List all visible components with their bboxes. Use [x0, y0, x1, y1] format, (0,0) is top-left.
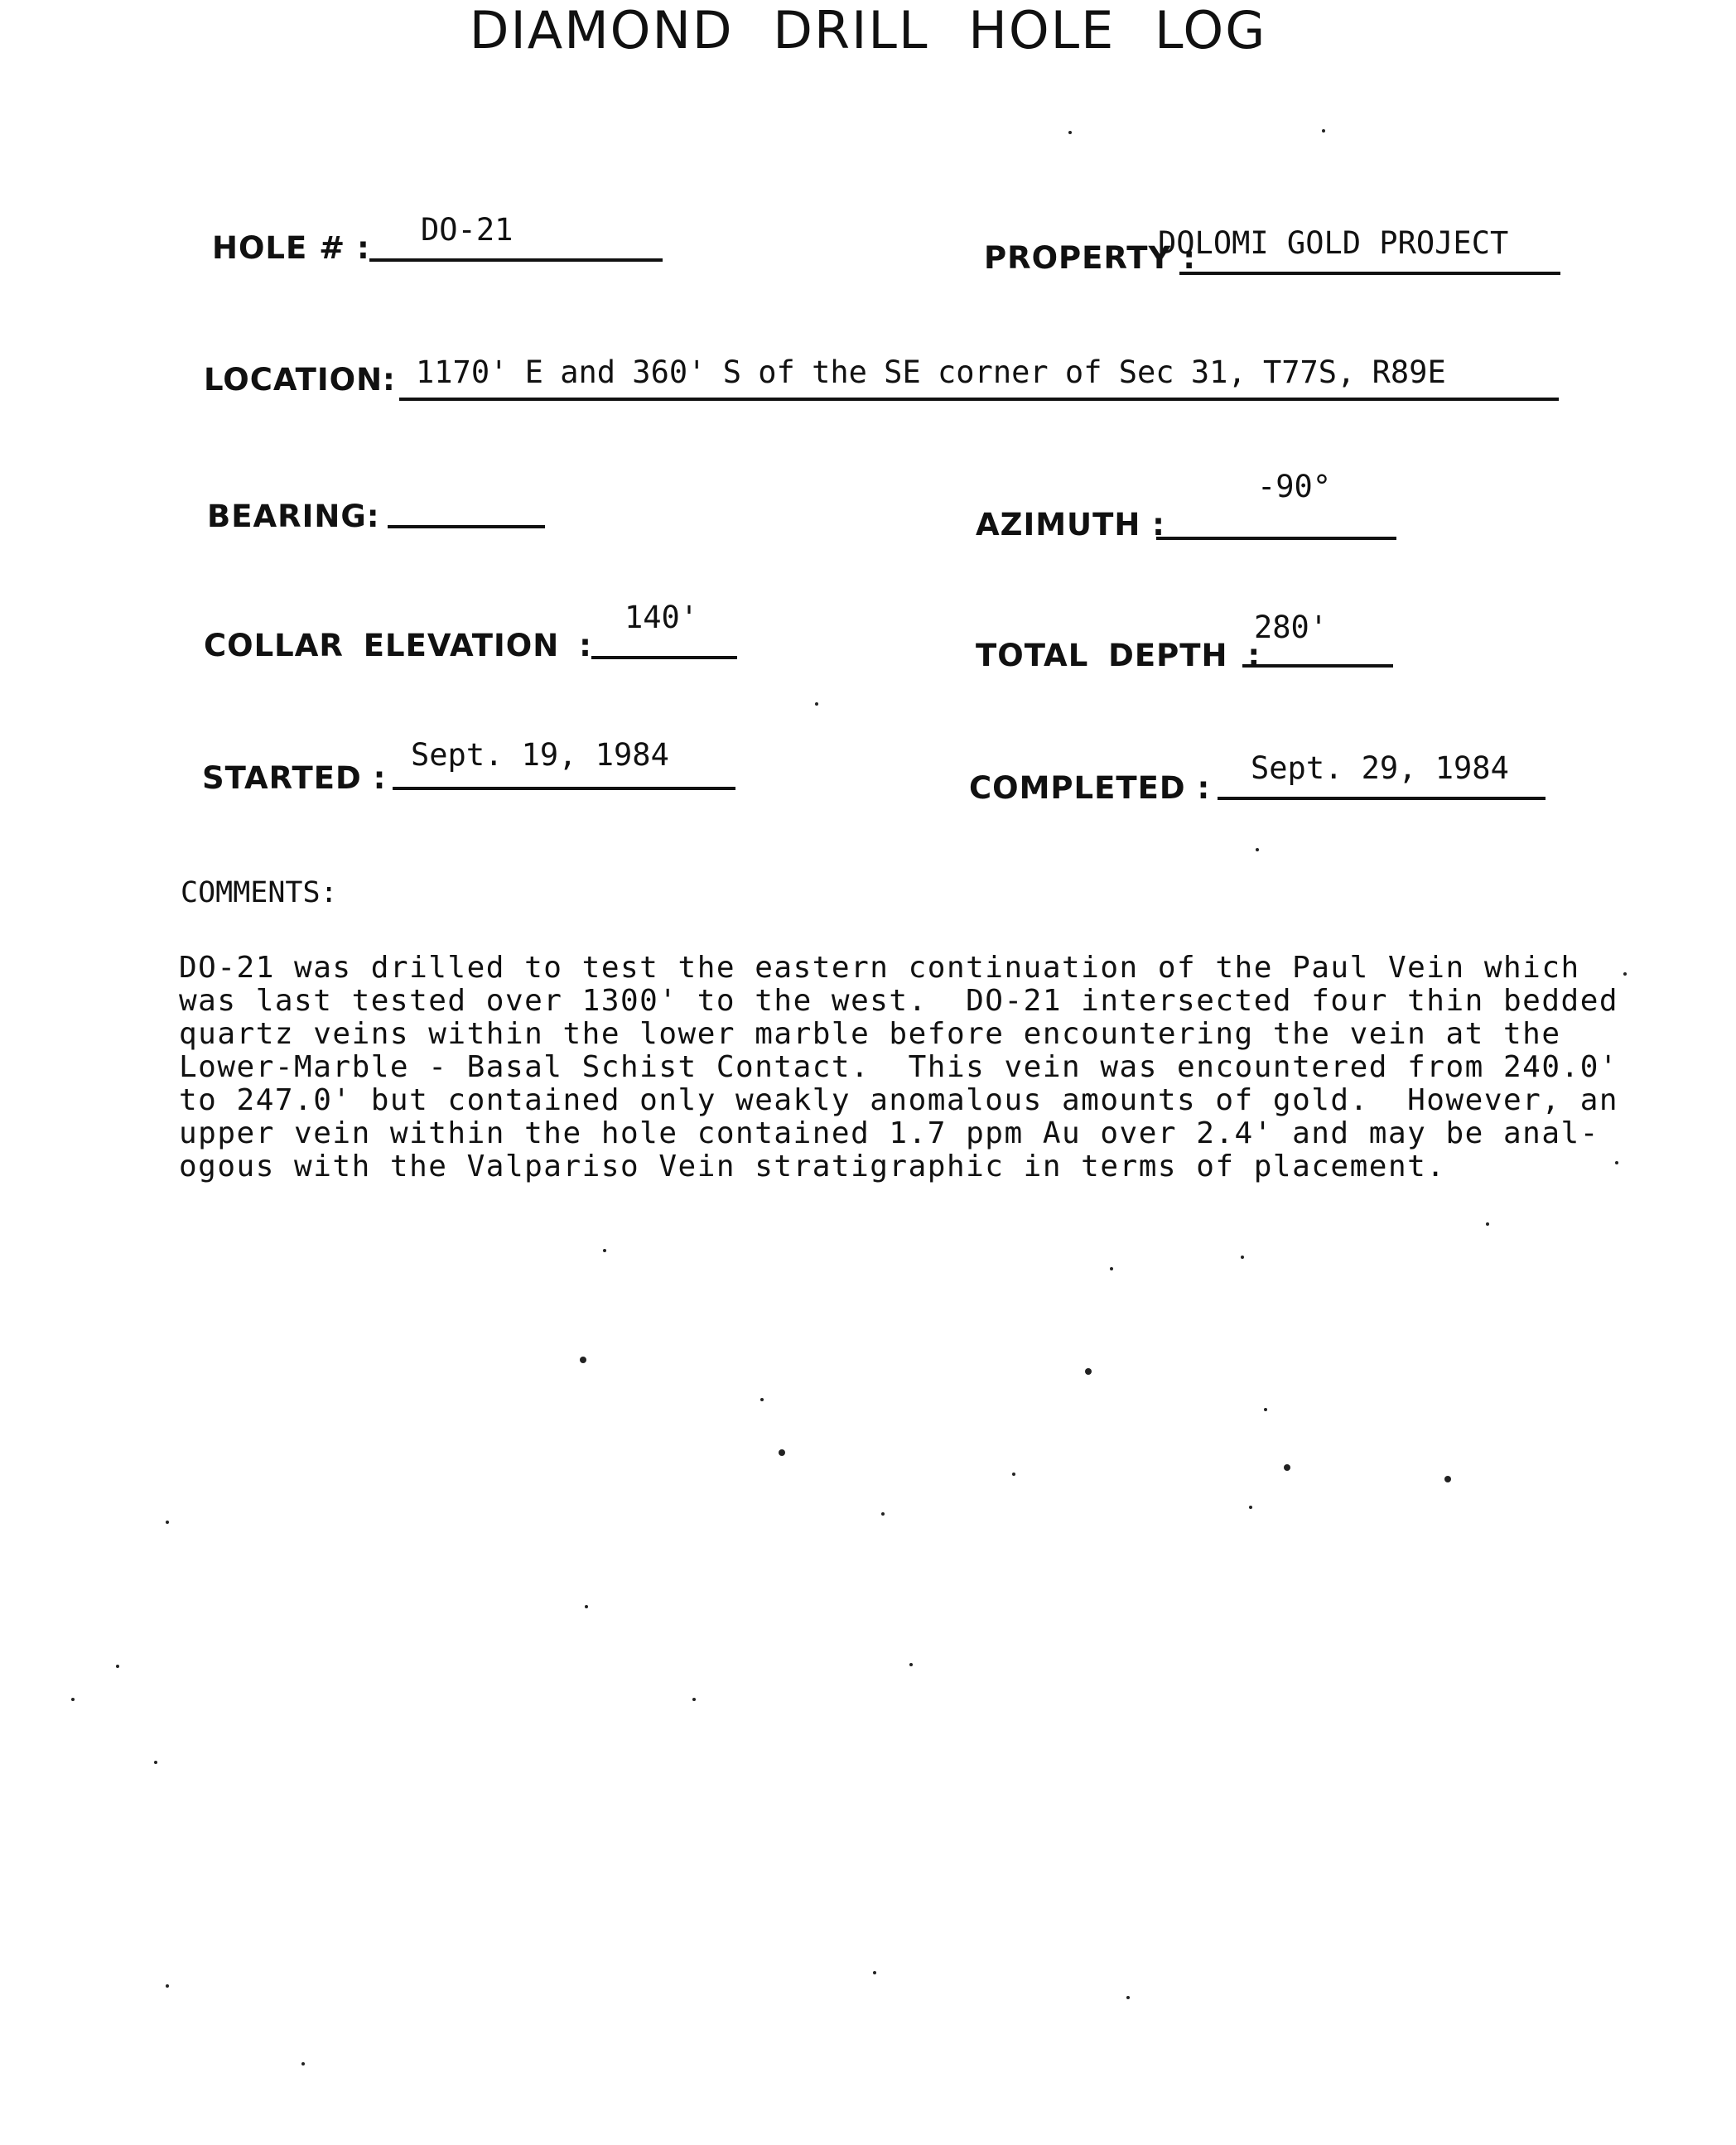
scan-speck [779, 1449, 785, 1456]
scan-speck [1256, 848, 1259, 851]
scan-speck [760, 1398, 764, 1401]
scan-speck [71, 1698, 75, 1701]
scan-speck [1623, 972, 1627, 976]
scan-speck [1284, 1464, 1290, 1471]
scan-speck [1486, 1222, 1489, 1226]
scan-speck [585, 1605, 588, 1608]
scan-speck [873, 1971, 876, 1974]
total-depth-label: TOTAL DEPTH : [976, 638, 1261, 673]
comment-line: DO-21 was drilled to test the eastern continuation of the Paul Vein which [179, 951, 1580, 985]
scan-speck [1085, 1368, 1092, 1375]
hole-value: DO-21 [421, 212, 514, 248]
scan-speck [1615, 1161, 1618, 1164]
scan-speck [1241, 1256, 1244, 1259]
azimuth-label: AZIMUTH : [976, 507, 1165, 542]
comment-line: upper vein within the hole contained 1.7 ppm Au over 2.4' and may be anal- [179, 1116, 1599, 1150]
started-value: Sept. 19, 1984 [411, 737, 669, 773]
location-value: 1170' E and 360' S of the SE corner of Sec 31, T77S, R89E [416, 354, 1446, 390]
completed-label: COMPLETED : [969, 770, 1211, 806]
scan-speck [166, 1984, 169, 1988]
scan-speck [1322, 129, 1325, 133]
location-label: LOCATION: [204, 362, 396, 398]
scan-speck [815, 702, 818, 706]
scan-speck [1068, 131, 1072, 134]
total-depth-underline [1242, 664, 1393, 668]
scan-speck [301, 2062, 305, 2065]
completed-value: Sept. 29, 1984 [1251, 750, 1509, 786]
scan-speck [603, 1249, 606, 1252]
hole-underline [369, 258, 663, 262]
azimuth-underline [1156, 537, 1396, 540]
document-title: DIAMOND DRILL HOLE LOG [469, 0, 1267, 60]
location-underline [399, 398, 1559, 401]
scan-speck [1264, 1408, 1267, 1411]
scan-speck [154, 1761, 157, 1764]
completed-underline [1218, 797, 1546, 800]
collar-elevation-underline [591, 656, 737, 659]
comment-line: Lower-Marble - Basal Schist Contact. This vein was encountered from 240.0' [179, 1050, 1619, 1084]
comments-label: COMMENTS: [181, 876, 338, 909]
scan-speck [116, 1665, 119, 1668]
property-value: DOLOMI GOLD PROJECT [1158, 225, 1509, 261]
scan-speck [1110, 1267, 1113, 1270]
bearing-underline [388, 525, 545, 528]
started-underline [393, 787, 735, 790]
scan-speck [1012, 1473, 1015, 1476]
scan-speck [166, 1521, 169, 1524]
scan-speck [1126, 1996, 1130, 1999]
scan-speck [1444, 1476, 1451, 1482]
bearing-label: BEARING: [207, 499, 380, 534]
scan-speck [692, 1698, 696, 1701]
scan-speck [881, 1512, 885, 1516]
comment-line: quartz veins within the lower marble before encountering the vein at the [179, 1017, 1561, 1051]
property-label: PROPERTY : [984, 240, 1196, 276]
azimuth-value: -90° [1257, 469, 1332, 504]
comment-line: to 247.0' but contained only weakly anomalous amounts of gold. However, an [179, 1083, 1619, 1117]
hole-label: HOLE # : [212, 230, 370, 266]
scan-speck [580, 1357, 586, 1363]
comment-line: was last tested over 1300' to the west. DO-21 intersected four thin bedded [179, 984, 1619, 1018]
collar-elevation-label: COLLAR ELEVATION : [204, 628, 592, 663]
total-depth-value: 280' [1254, 610, 1329, 645]
started-label: STARTED : [202, 760, 387, 796]
scan-speck [909, 1663, 913, 1666]
scan-speck [1249, 1506, 1252, 1509]
collar-elevation-value: 140' [624, 600, 699, 635]
property-underline [1179, 272, 1560, 275]
comment-line: ogous with the Valpariso Vein stratigraphic in terms of placement. [179, 1150, 1446, 1183]
